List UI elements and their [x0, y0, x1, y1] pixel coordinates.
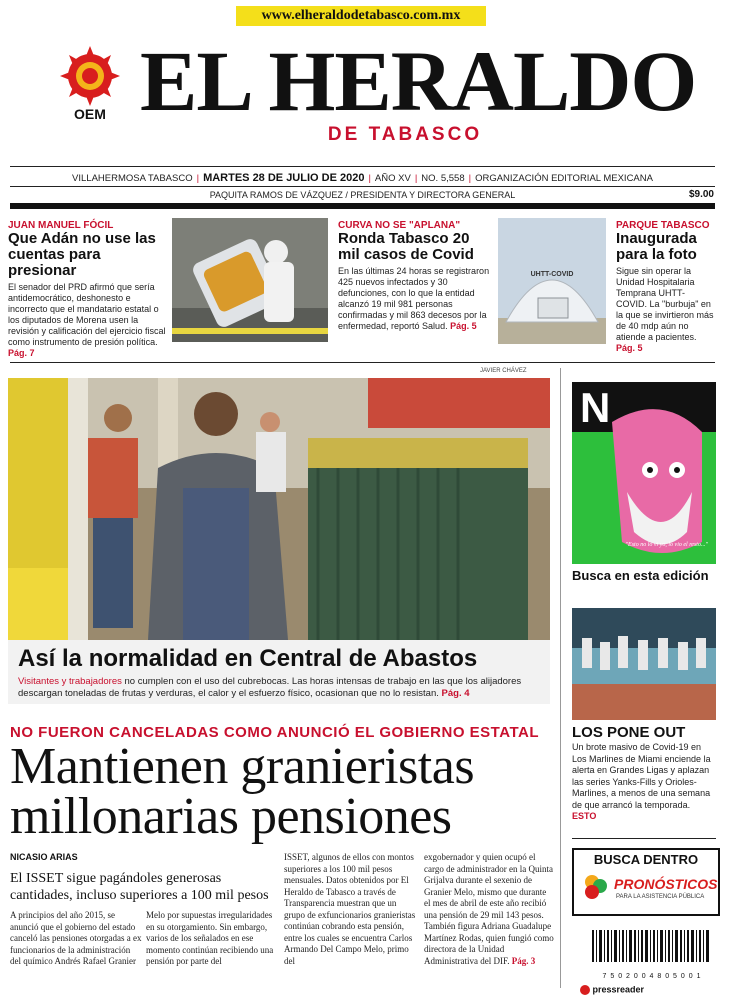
- busca-dentro-box[interactable]: [572, 848, 720, 916]
- photo-headline[interactable]: Así la normalidad en Central de Abastos: [18, 645, 478, 672]
- page-ref: Pág. 3: [511, 955, 536, 966]
- busca-title: BUSCA DENTRO: [593, 852, 699, 867]
- divider: [10, 186, 715, 187]
- kicker: CURVA NO SE "APLANA": [338, 220, 461, 231]
- photo-caption: Visitantes y trabajadores no cumplen con el uso del cubrebocas. Las horas intensas de trabajo en las que los alijadores descargan toneladas de frutas y verduras, el calor y el esfuerzo físico, ocasionan que no lo resistan. Pág. 4: [18, 676, 522, 699]
- masthead-subtitle: DE TABASCO: [327, 124, 483, 145]
- kicker: JUAN MANUEL FÓCIL: [8, 220, 114, 231]
- lead-column-1b: Melo por supuestas irregularidades en su otorgamiento. Sin embargo, varios de los señalados en ese momento continúan recibiendo una pensión por parte del: [146, 910, 274, 966]
- lead-column-3: exgobernador y quien ocupó el cargo de administrador en la Quinta Grijalva durante el sexenio de Granier Melo, mismo que durante el mes de abril de este año recibió una pensión de 29 mil 143 pesos. También figura Adriana Guadalupe Martínez Rodas, quien fungió como directora de la Unidad Administrativa del DIF. Pág. 3: [424, 852, 554, 966]
- headline[interactable]: Que Adán no use las cuentas para presionar: [8, 230, 156, 279]
- barcode-digits: 7 5 0 2 0 0 4 8 0 5 0 0 1: [602, 973, 702, 980]
- divider: [572, 838, 716, 839]
- city: VILLAHERMOSA TABASCO: [72, 173, 193, 184]
- page-ref: Pág. 4: [441, 688, 470, 699]
- kicker: PARQUE TABASCO: [616, 220, 710, 231]
- oem-logo: [56, 46, 128, 122]
- photo-marlins: [572, 608, 716, 720]
- photo-uhtt-dome: [498, 218, 606, 344]
- pressreader-icon: [580, 985, 590, 995]
- page-ref: Pág. 5: [450, 321, 477, 331]
- pressreader-label: pressreader: [592, 984, 645, 995]
- photo-covid-stretcher: [172, 218, 328, 342]
- n-magazine-cover[interactable]: [572, 382, 716, 564]
- story-body: En las últimas 24 horas se registraron 425 nuevos infectados y 30 defunciones, con lo que la entidad alcanzó 19 mil 981 personas confirmadas y mil 863 decesos por la enfermedad, reportó Salud. Pág. 5: [338, 266, 490, 331]
- caption-lead: Visitantes y trabajadores: [18, 676, 122, 687]
- divider: [10, 166, 715, 167]
- photo-central-abastos: [8, 378, 550, 640]
- headline[interactable]: Ronda Tabasco 20 mil casos de Covid: [338, 230, 474, 263]
- director-line: PAQUITA RAMOS DE VÁZQUEZ / PRESIDENTA Y DIRECTORA GENERAL: [209, 190, 516, 200]
- organization: ORGANIZACIÓN EDITORIAL MEXICANA: [475, 173, 653, 184]
- lead-deck: El ISSET sigue pagándoles generosas cantidades, incluso superiores a 100 mil pesos: [10, 871, 269, 903]
- headline[interactable]: Inaugurada para la foto: [616, 230, 697, 263]
- story-parque-tabasco[interactable]: [616, 220, 716, 354]
- lead-column-1a: A principios del año 2015, se anunció que el gobierno del estado canceló las pensiones otorgadas a ex funcionarios de la administración del químico Andrés Rafael Granier: [10, 910, 142, 966]
- year: AÑO XV: [374, 173, 411, 184]
- dome-label: UHTT-COVID: [530, 271, 574, 278]
- byline: NICASIO ARIAS: [10, 852, 78, 862]
- issue-number: NO. 5,558: [421, 173, 465, 184]
- divider-thick: [10, 203, 715, 209]
- los-pone-out-body: Un brote masivo de Covid-19 en Los Marlines de Miami enciende la alerta en Grandes Ligas y aplazan las series Yanks-Fills y Orioles-Marlines, a menos de una semana de que arrancó la temporada. ESTO: [572, 742, 711, 821]
- pronosticos-balls-icon: [582, 872, 610, 900]
- sidebar-divider: [560, 368, 561, 988]
- pronosticos-brand: PRONÓSTICOS: [614, 876, 718, 892]
- logo-text: OEM: [74, 106, 106, 122]
- magazine-letter: N: [580, 384, 611, 431]
- issue-date: MARTES 28 DE JULIO DE 2020: [203, 172, 365, 184]
- lead-headline[interactable]: Mantienen granieristas millonarias pensiones: [10, 738, 475, 845]
- lead-column-2: ISSET, algunos de ellos con montos superiores a los 100 mil pesos mensuales. Datos obtenidos por El Heraldo de Tabasco a través de Transparencia muestran que un grupo de exfuncionarios granieristas continúan cobrando esta pensión, entre los cuales se encuentra Carlos Armando Del Campo Melo, primo del: [284, 852, 416, 966]
- page-ref: ESTO: [572, 811, 597, 821]
- lead-kicker: NO FUERON CANCELADAS COMO ANUNCIÓ EL GOBIERNO ESTATAL: [10, 724, 539, 741]
- pressreader-strip[interactable]: [580, 984, 720, 1000]
- cover-quote: "Esto no lo vi yo, lo vio el resto...": [625, 542, 708, 548]
- masthead-title: EL HERALDO: [140, 33, 697, 129]
- story-body: Sigue sin operar la Unidad Hospitalaria Temprana UHTT-COVID. La "burbuja" en la que se invirtieron más de 40 mdp aún no atiende a pacientes. Pág. 5: [616, 266, 714, 353]
- photo-credit: JAVIER CHÁVEZ: [480, 368, 527, 374]
- issue-info: VILLAHERMOSA TABASCO | MARTES 28 DE JULIO DE 2020 | AÑO XV | NO. 5,558 | ORGANIZACIÓN EDITORIAL MEXICANA: [72, 172, 653, 184]
- page-ref: Pág. 7: [8, 348, 35, 358]
- website-url[interactable]: www.elheraldodetabasco.com.mx: [236, 6, 486, 26]
- page-ref: Pág. 5: [616, 343, 643, 353]
- divider: [10, 362, 715, 363]
- los-pone-out-headline[interactable]: LOS PONE OUT: [572, 724, 686, 741]
- pronosticos-tagline: PARA LA ASISTENCIA PÚBLICA: [616, 894, 705, 900]
- price: $9.00: [688, 189, 714, 200]
- story-focil[interactable]: [8, 220, 168, 359]
- story-covid-cases[interactable]: [338, 220, 490, 332]
- barcode: [590, 930, 714, 978]
- story-body: El senador del PRD afirmó que sería antidemocrático, deshonesto e incorrecto que el mandatario estatal o los diputados de Morena usen la revisión y calificación del ejercicio fiscal como instrumento de presión política. Pág. 7: [8, 282, 166, 358]
- search-edition-label[interactable]: Busca en esta edición: [572, 568, 709, 583]
